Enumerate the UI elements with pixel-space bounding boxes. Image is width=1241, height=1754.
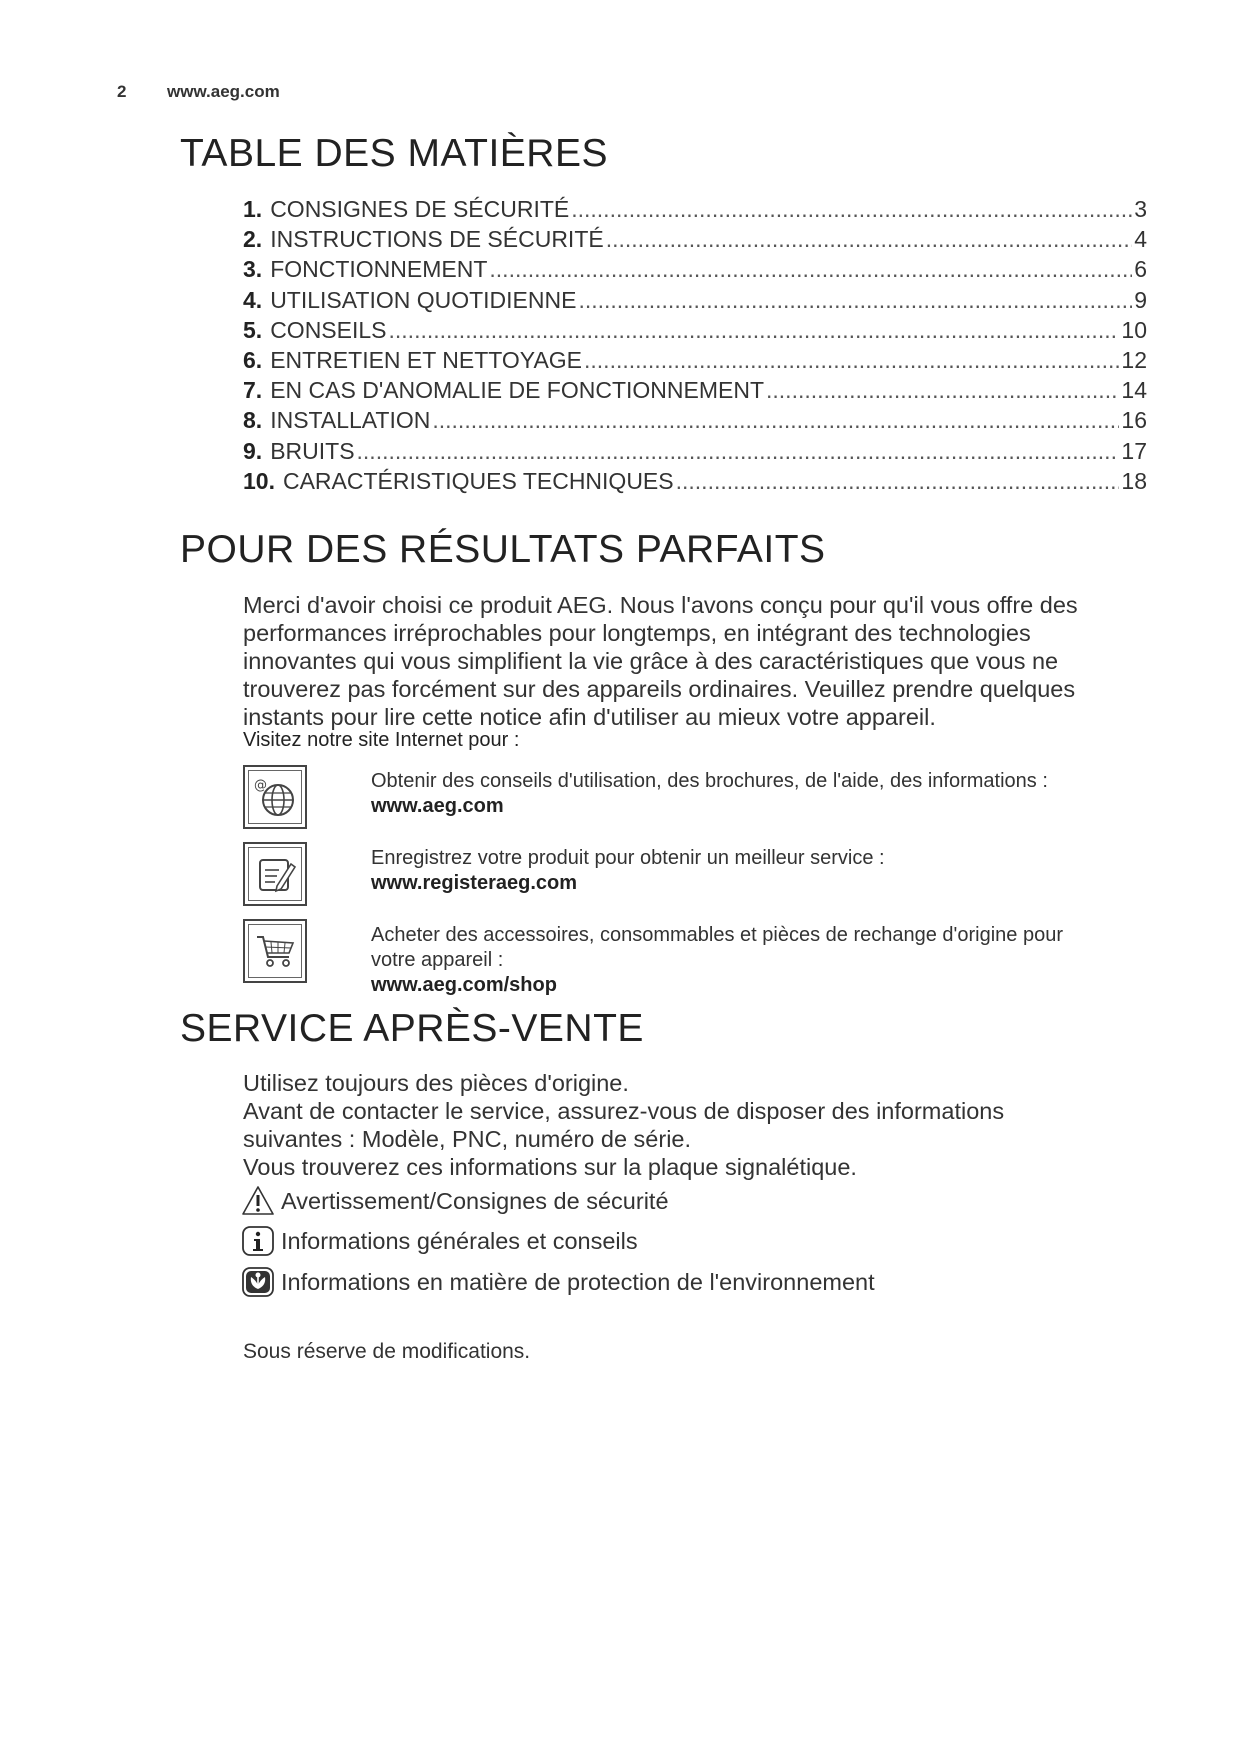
- warning-icon: [241, 1184, 275, 1218]
- toc-item[interactable]: [243, 468, 1147, 498]
- link-description: Acheter des accessoires, consommables et pièces de rechange d'origine pour: [371, 924, 1063, 946]
- footer-note: Sous réserve de modifications.: [243, 1340, 531, 1363]
- toc-leader-dots: [578, 287, 1132, 314]
- toc-item-number: 2.: [243, 226, 263, 253]
- toc-item-number: 9.: [243, 437, 263, 464]
- toc-item-page: 10: [1121, 316, 1147, 343]
- link-description: Enregistrez votre produit pour obtenir un meilleur service :: [371, 847, 885, 869]
- intro-line: Merci d'avoir choisi ce produit AEG. Nous l'avons conçu pour qu'il vous offre des: [243, 592, 1078, 618]
- legend-label: Informations générales et conseils: [281, 1227, 638, 1254]
- toc-item-title: BRUITS: [270, 437, 355, 464]
- link-description: Obtenir des conseils d'utilisation, des brochures, de l'aide, des informations :: [371, 770, 1048, 792]
- legend-environment: [241, 1265, 875, 1299]
- visit-label: Visitez notre site Internet pour :: [243, 729, 520, 751]
- toc-item-title: EN CAS D'ANOMALIE DE FONCTIONNEMENT: [270, 377, 765, 404]
- info-icon: [241, 1224, 275, 1258]
- toc-item-page: 4: [1134, 226, 1147, 253]
- legend-label: Informations en matière de protection de l'environnement: [281, 1268, 875, 1295]
- toc-leader-dots: [676, 468, 1120, 495]
- toc-item-title: INSTRUCTIONS DE SÉCURITÉ: [270, 226, 604, 253]
- service-line: Vous trouverez ces informations sur la plaque signalétique.: [243, 1154, 857, 1180]
- toc-item-page: 9: [1134, 286, 1147, 313]
- toc-item-title: CONSIGNES DE SÉCURITÉ: [270, 196, 570, 222]
- toc-item[interactable]: [243, 317, 1147, 347]
- toc-item-title: INSTALLATION: [270, 407, 431, 434]
- toc-item-number: 5.: [243, 316, 263, 343]
- toc-item-title: FONCTIONNEMENT: [270, 256, 488, 283]
- link-description: votre appareil :: [371, 949, 504, 971]
- toc-item-page: 17: [1121, 437, 1147, 464]
- aeg-website-link[interactable]: www.aeg.com: [371, 795, 504, 817]
- toc-item-number: 3.: [243, 256, 263, 283]
- header-site-link[interactable]: www.aeg.com: [167, 82, 280, 101]
- table-of-contents: [243, 196, 1147, 498]
- results-title: POUR DES RÉSULTATS PARFAITS: [180, 528, 826, 571]
- toc-leader-dots: [489, 256, 1132, 283]
- register-website-link[interactable]: www.registeraeg.com: [371, 872, 577, 894]
- register-icon: [243, 842, 307, 906]
- intro-line: performances irréprochables pour longtemps, en intégrant des technologies: [243, 620, 1031, 646]
- toc-item-number: 1.: [243, 196, 263, 222]
- toc-leader-dots: [432, 407, 1119, 434]
- toc-item-title: UTILISATION QUOTIDIENNE: [270, 286, 577, 313]
- toc-item-number: 10.: [243, 467, 275, 494]
- shop-website-link[interactable]: www.aeg.com/shop: [371, 974, 557, 996]
- toc-item-page: 6: [1134, 256, 1147, 283]
- environment-icon: [241, 1265, 275, 1299]
- service-line: suivantes : Modèle, PNC, numéro de série.: [243, 1126, 692, 1152]
- shopping-cart-icon: [243, 919, 307, 983]
- toc-item-title: CONSEILS: [270, 316, 387, 343]
- service-paragraph: [243, 1069, 1143, 1181]
- legend-warning: [241, 1184, 669, 1218]
- intro-line: instants pour lire cette notice afin d'utiliser au mieux votre appareil.: [243, 704, 936, 730]
- toc-leader-dots: [389, 317, 1120, 344]
- toc-leader-dots: [606, 226, 1132, 253]
- toc-item[interactable]: [243, 256, 1147, 286]
- toc-leader-dots: [571, 196, 1132, 223]
- toc-item-number: 6.: [243, 346, 263, 373]
- legend-info: [241, 1224, 638, 1258]
- toc-item[interactable]: [243, 226, 1147, 256]
- intro-paragraph: [243, 591, 1153, 731]
- toc-item-page: 16: [1121, 407, 1147, 434]
- toc-item[interactable]: [243, 196, 1147, 226]
- toc-item[interactable]: [243, 377, 1147, 407]
- toc-leader-dots: [766, 377, 1119, 404]
- globe-icon: [243, 765, 307, 829]
- toc-item[interactable]: [243, 287, 1147, 317]
- toc-item-number: 7.: [243, 377, 263, 404]
- toc-item-title: ENTRETIEN ET NETTOYAGE: [270, 346, 583, 373]
- toc-item-page: 18: [1121, 467, 1147, 494]
- toc-leader-dots: [357, 438, 1120, 465]
- svg-text:@: @: [254, 778, 267, 793]
- toc-item-number: 4.: [243, 286, 263, 313]
- toc-leader-dots: [584, 347, 1119, 374]
- toc-item-number: 8.: [243, 407, 263, 434]
- toc-title: TABLE DES MATIÈRES: [180, 132, 608, 175]
- service-title: SERVICE APRÈS-VENTE: [180, 1007, 644, 1050]
- service-line: Utilisez toujours des pièces d'origine.: [243, 1070, 629, 1096]
- intro-line: trouverez pas forcément sur des appareils ordinaires. Veuillez prendre quelques: [243, 676, 1076, 702]
- service-line: Avant de contacter le service, assurez-vous de disposer des informations: [243, 1098, 1005, 1124]
- intro-line: innovantes qui vous simplifient la vie grâce à des caractéristiques que vous ne: [243, 648, 1059, 674]
- toc-item[interactable]: [243, 407, 1147, 437]
- toc-item-page: 14: [1121, 377, 1147, 404]
- legend-label: Avertissement/Consignes de sécurité: [281, 1187, 669, 1214]
- toc-item[interactable]: [243, 347, 1147, 377]
- toc-item-page: 12: [1121, 346, 1147, 373]
- toc-item-page: 3: [1134, 196, 1147, 222]
- toc-item[interactable]: [243, 438, 1147, 468]
- page-number: 2: [117, 82, 127, 101]
- page-header: [117, 82, 280, 102]
- toc-item-title: CARACTÉRISTIQUES TECHNIQUES: [282, 467, 674, 494]
